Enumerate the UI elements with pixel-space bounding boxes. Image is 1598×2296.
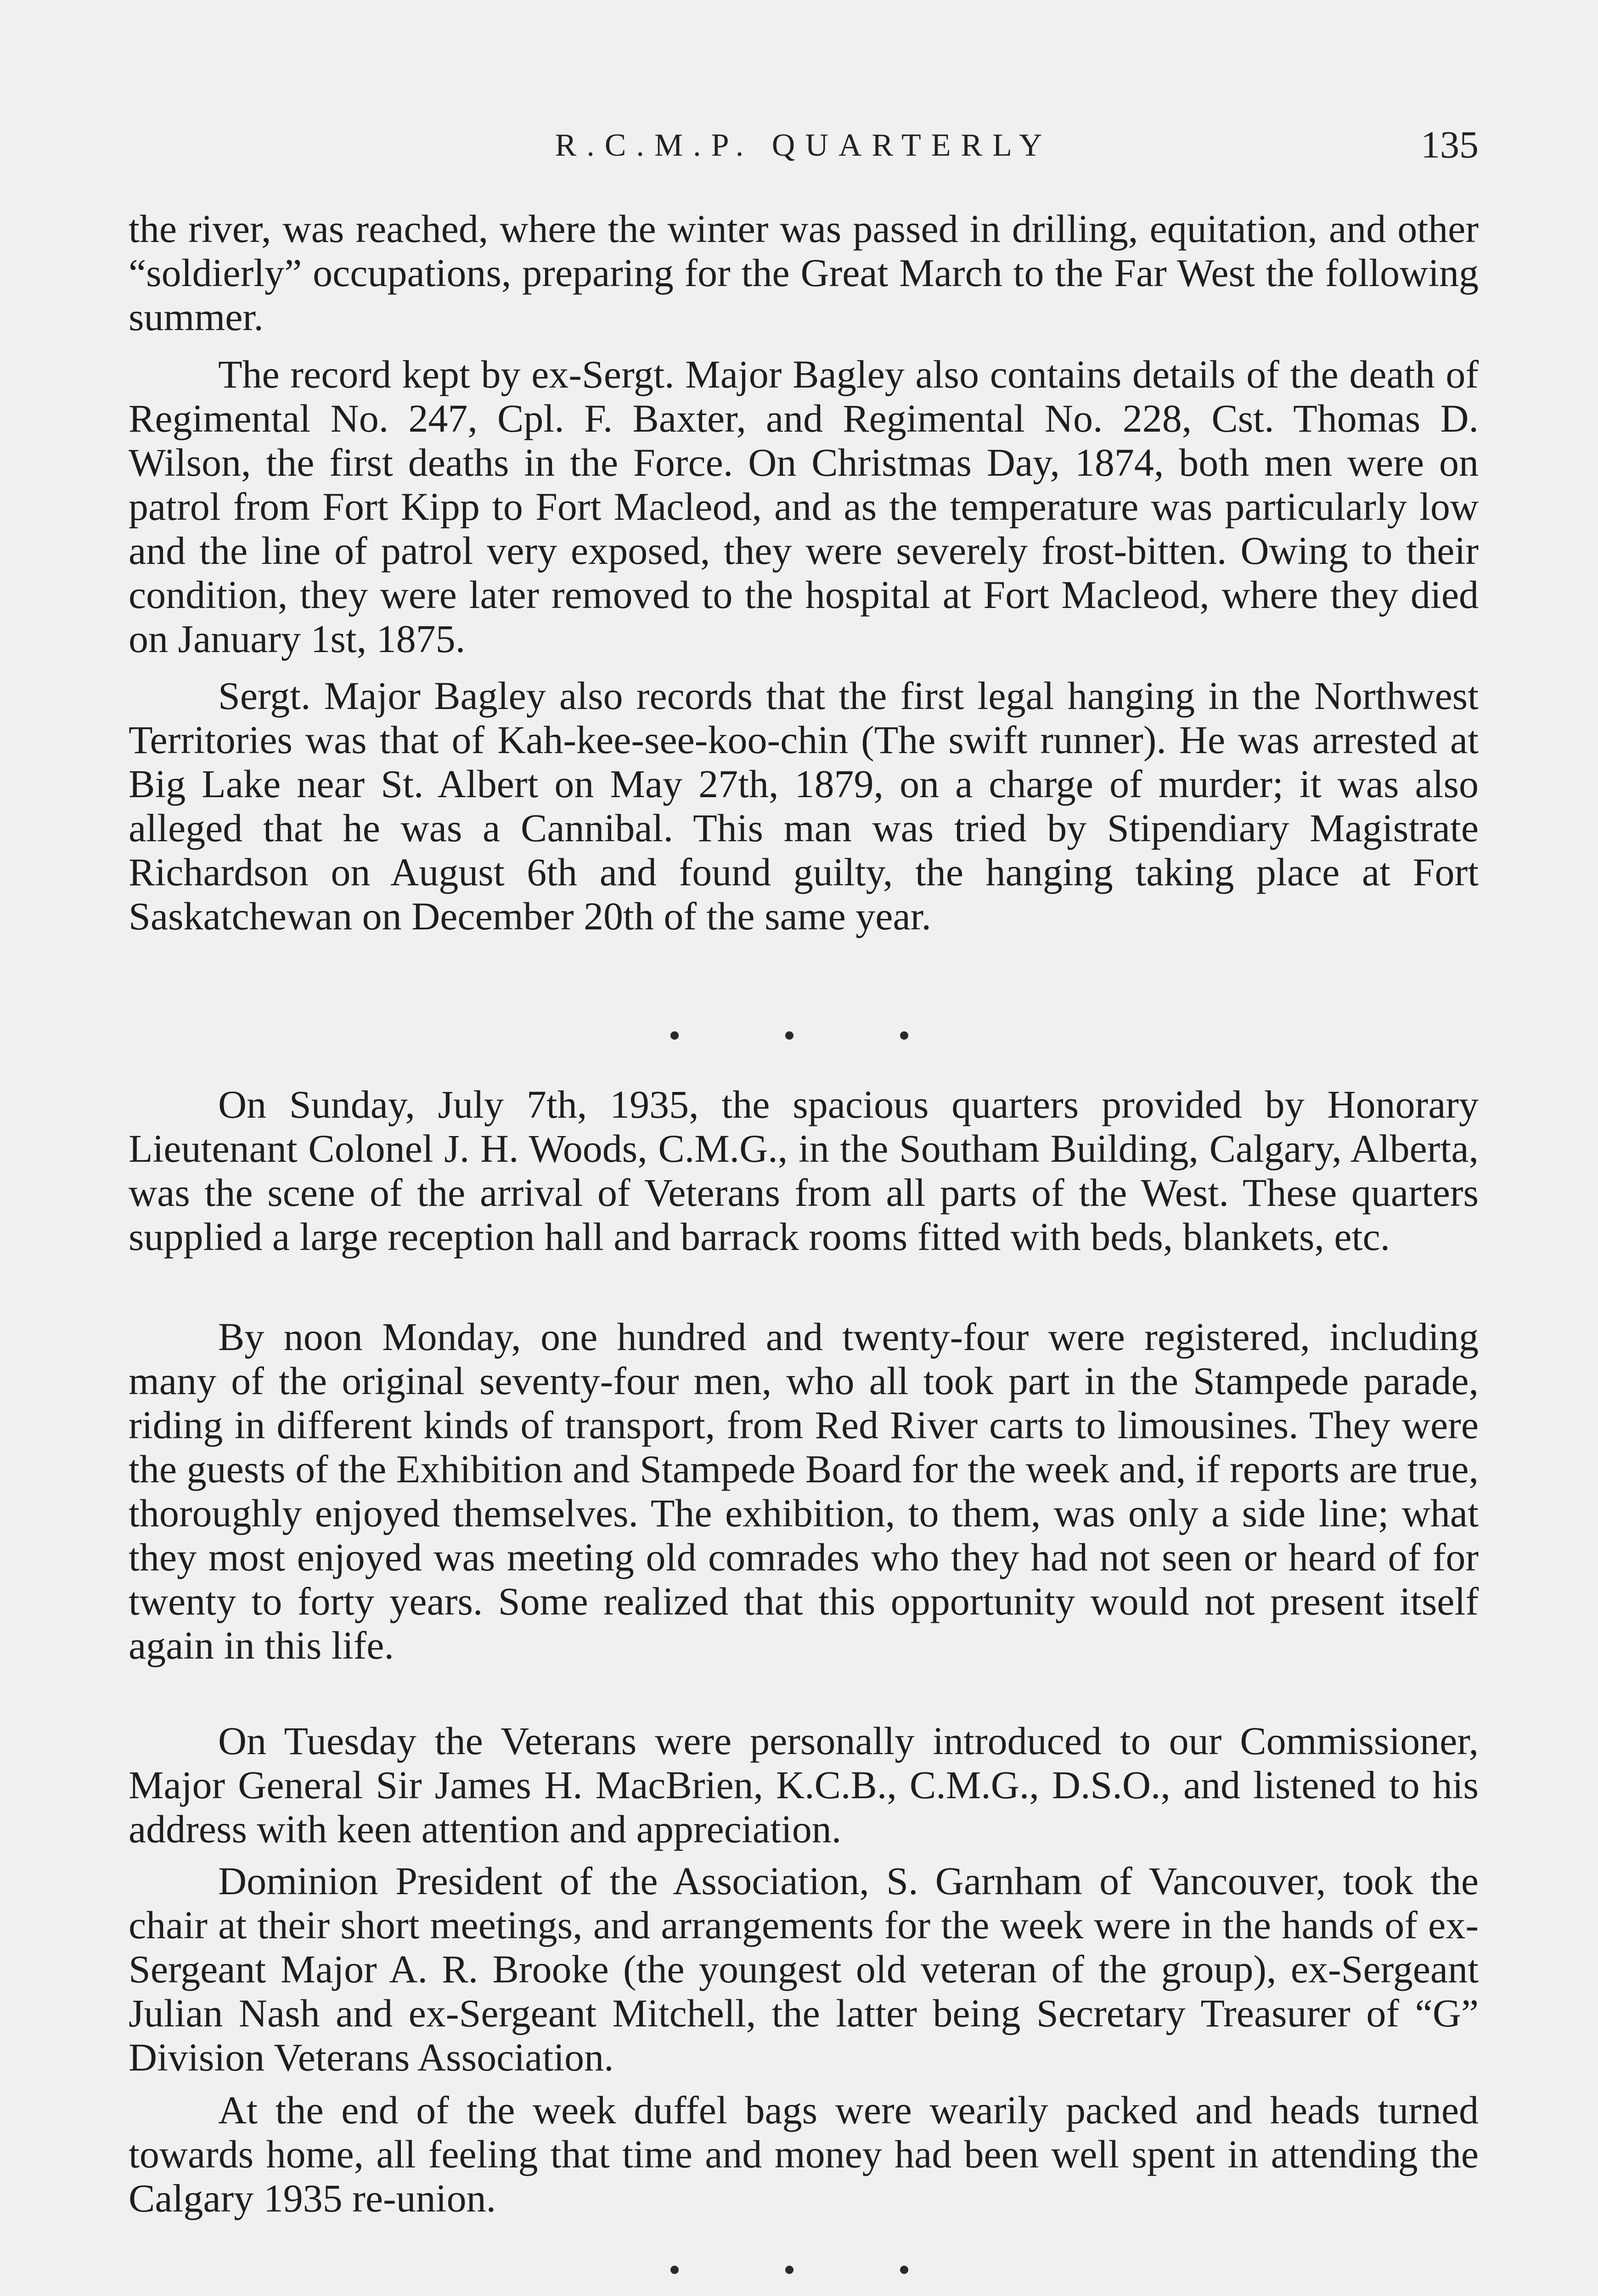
separator-dot: [670, 2266, 679, 2274]
separator-dot: [900, 2266, 908, 2274]
paragraph-text: On Sunday, July 7th, 1935, the spacious quarters provided by Honorary Lieutenant Colonel J. H. Woods, C.M.G., in the Southam Building, Calgary, Alberta, was the scene of the arrival of Veterans from all parts of the West. These quarters supplied a large reception hall and barrack rooms fitted with beds, blankets, etc.: [129, 1082, 1479, 1259]
page-number: 135: [1421, 124, 1479, 166]
paragraph-text: By noon Monday, one hundred and twenty-four were registered, including many of the original seventy-four men, who all took part in the Stampede parade, riding in different kinds of transport, from Red River carts to limousines. They were the guests of the Exhibition and Stampede Board for the week and, if reports are true, thoroughly enjoyed themselves. The exhibition, to them, was only a side line; what they most enjoyed was meeting old comrades who they had not seen or heard of for twenty to forty years. Some realized that this opportunity would not present itself again in this life.: [129, 1315, 1479, 1667]
paragraph-first-hanging: [129, 674, 1479, 938]
paragraph-text: Dominion President of the Association, S. Garnham of Vancouver, took the chair at their short meetings, and arrangements for the week were in the hands of ex-Sergeant Major A. R. Brooke (the youngest old veteran of the group), ex-Sergeant Julian Nash and ex-Sergeant Mitchell, the latter being Secretary Treasurer of “G” Division Veterans Association.: [129, 1859, 1479, 2079]
section-separator: [643, 2261, 941, 2279]
paragraph-text: Sergt. Major Bagley also records that the first legal hanging in the Northwest Territories was that of Kah-kee-see-koo-chin (The swift runner). He was arrested at Big Lake near St. Albert on May 27th, 1879, on a charge of murder; it was also alleged that he was a Cannibal. This man was tried by Stipendiary Magistrate Richardson on August 6th and found guilty, the hanging taking place at Fort Saskatchewan on December 20th of the same year.: [129, 674, 1479, 938]
separator-dot: [785, 2266, 793, 2274]
paragraph-registration: [129, 1315, 1479, 1667]
separator-dot: [785, 1031, 793, 1040]
paragraph-first-deaths: [129, 352, 1479, 661]
paragraph-text: On Tuesday the Veterans were personally introduced to our Commissioner, Major General Sir James H. MacBrien, K.C.B., C.M.G., D.S.O., and listened to his address with keen attention and appreciation.: [129, 1719, 1479, 1851]
running-head: R.C.M.P. QUARTERLY: [555, 128, 1052, 163]
paragraph-commissioner: [129, 1719, 1479, 1851]
separator-dot: [670, 1031, 679, 1040]
paragraph-text: The record kept by ex-Sergt. Major Bagley also contains details of the death of Regimental No. 247, Cpl. F. Baxter, and Regimental No. 228, Cst. Thomas D. Wilson, the first deaths in the Force. On Christmas Day, 1874, both men were on patrol from Fort Kipp to Fort Macleod, and as the temperature was particularly low and the line of patrol very exposed, they were severely frost-bitten. Owing to their condition, they were later removed to the hospital at Fort Macleod, where they died on January 1st, 1875.: [129, 352, 1479, 661]
paragraph-text: At the end of the week duffel bags were wearily packed and heads turned towards home, all feeling that time and money had been well spent in attending the Calgary 1935 re-union.: [129, 2088, 1479, 2220]
paragraph-veterans-arrival: [129, 1082, 1479, 1259]
separator-dot: [900, 1031, 908, 1040]
paragraph-reunion-end: [129, 2088, 1479, 2220]
paragraph-continuation: [129, 207, 1479, 339]
paragraph-association: [129, 1859, 1479, 2079]
section-separator: [643, 1027, 941, 1045]
page-header: [129, 117, 1479, 168]
paragraph-text: the river, was reached, where the winter was passed in drilling, equitation, and other “soldierly” occupations, preparing for the Great March to the Far West the following summer.: [129, 207, 1479, 339]
